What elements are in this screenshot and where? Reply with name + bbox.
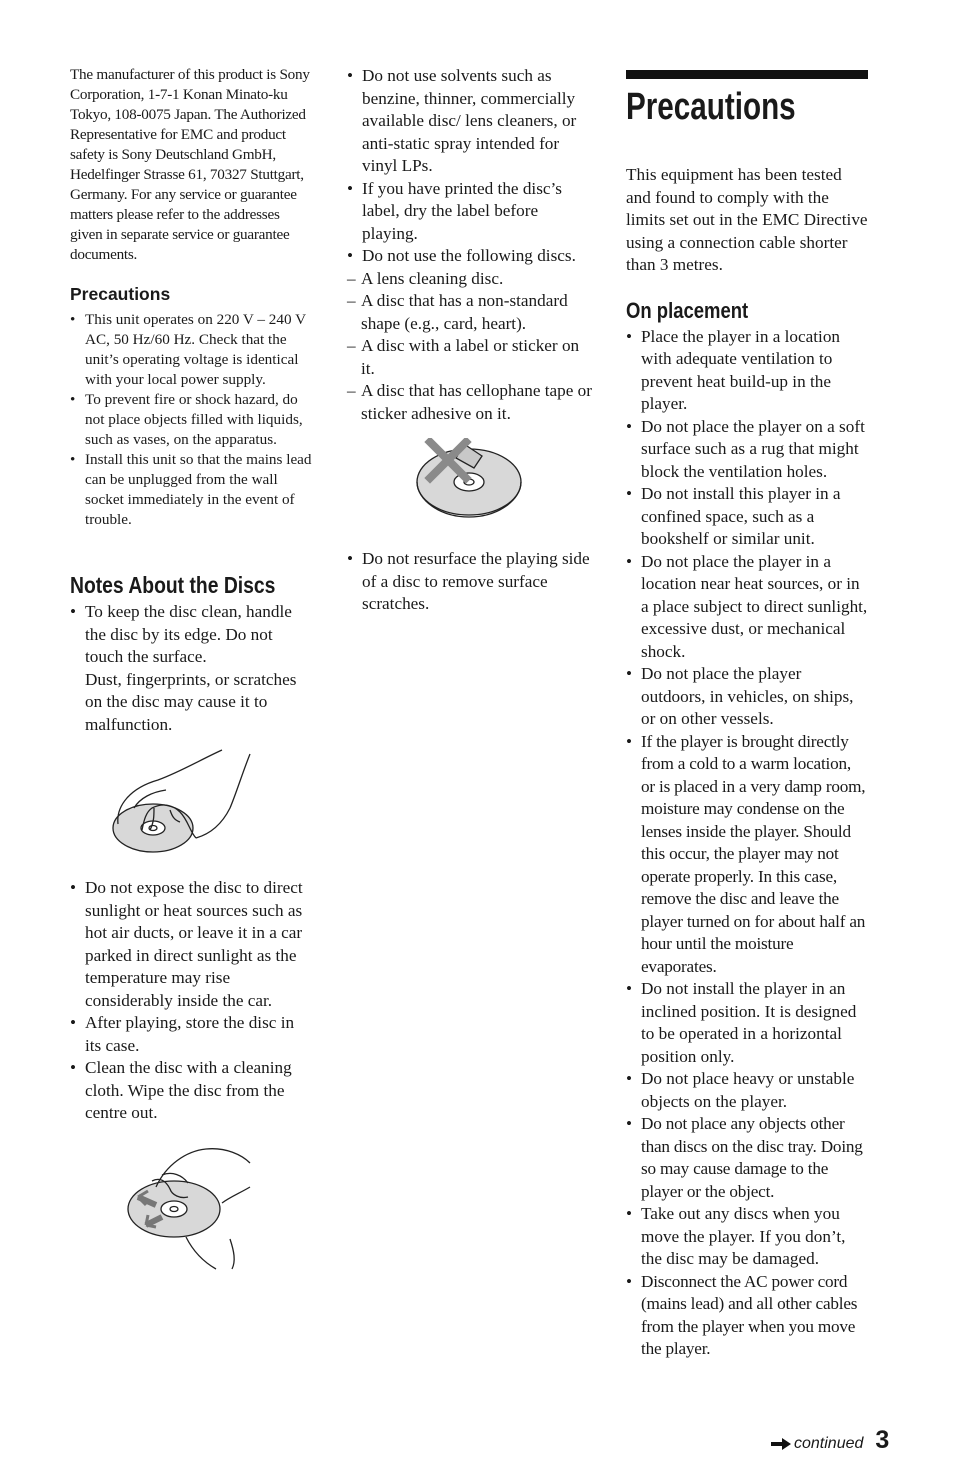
notes-list	[70, 601, 312, 736]
precautions-subheading: Precautions	[70, 284, 171, 304]
sub-list-item: – A disc that has cellophane tape or sticker adhesive on it.	[347, 380, 594, 425]
list-item: • Do not place heavy or unstable objects on the player.	[626, 1068, 868, 1113]
middle-column	[347, 0, 594, 616]
disc-no-sticker-illustration	[414, 438, 594, 520]
list-item: • Place the player in a location with adequate ventilation to prevent heat build-up in the player.	[626, 326, 868, 416]
list-item	[347, 245, 594, 425]
list-item: • Do not resurface the playing side of a disc to remove surface scratches.	[347, 548, 594, 616]
list-item	[70, 601, 312, 736]
list-item: • Do not use solvents such as benzine, thinner, commercially available disc/ lens cleaners, or anti-static spray intended for vinyl LPs.	[347, 65, 594, 178]
disc-wiping-illustration	[126, 1147, 312, 1271]
page-title: Precautions	[626, 86, 796, 128]
list-item: • Clean the disc with a cleaning cloth. Wipe the disc from the centre out.	[70, 1057, 312, 1125]
list-item: • Do not place the player in a location near heat sources, or in a place subject to direct sunlight, excessive dust, or mechanical shock.	[626, 551, 868, 664]
left-column	[70, 0, 312, 1271]
page-number: 3	[875, 1426, 890, 1454]
precautions-list	[70, 310, 312, 530]
list-item: • Install this unit so that the mains lead can be unplugged from the wall socket immediately in the event of trouble.	[70, 450, 312, 530]
continued-label: continued	[794, 1435, 864, 1452]
title-rule	[626, 70, 868, 79]
list-item: • Do not place any objects other than discs on the disc tray. Doing so may cause damage to the player or the object.	[626, 1113, 868, 1203]
notes-item-text: Dust, fingerprints, or scratches on the disc may cause it to malfunction.	[85, 669, 297, 734]
disc-type-list	[347, 268, 594, 426]
list-item: • Take out any discs when you move the player. If you don’t, the disc may be damaged.	[626, 1203, 868, 1271]
placement-list	[626, 326, 868, 1361]
list-item: • If you have printed the disc’s label, dry the label before playing.	[347, 178, 594, 246]
notes-heading: Notes About the Discs	[70, 572, 276, 598]
list-item: • This unit operates on 220 V – 240 V AC, 50 Hz/60 Hz. Check that the unit’s operating voltage is identical with your local power supply.	[70, 310, 312, 390]
disc-notes-list-continued	[347, 548, 594, 616]
notes-item-text: To keep the disc clean, handle the disc by its edge. Do not touch the surface.	[85, 602, 292, 666]
list-item: • Do not install the player in an inclined position. It is designed to be operated in a horizontal position only.	[626, 978, 868, 1068]
sub-list-item: – A lens cleaning disc.	[347, 268, 594, 291]
right-arrow-icon	[770, 1437, 792, 1451]
list-item: • If the player is brought directly from a cold to a warm location, or is placed in a very damp room, moisture may condense on the lenses inside the player. Should this occur, the player may not operate properly. In this case, remove the disc and leave the player turned on for about half an hour until the moisture evaporates.	[626, 731, 868, 979]
list-item: • Do not expose the disc to direct sunlight or heat sources such as hot air ducts, or leave it in a car parked in direct sunlight as the temperature may rise considerably inside the car.	[70, 877, 312, 1012]
notes-list-continued	[70, 877, 312, 1125]
list-item: • After playing, store the disc in its case.	[70, 1012, 312, 1057]
disc-handling-illustration	[110, 746, 312, 858]
emc-intro: This equipment has been tested and found to comply with the limits set out in the EMC Directive using a connection cable shorter than 3 metres.	[626, 165, 868, 274]
manufacturer-notice: The manufacturer of this product is Sony Corporation, 1-7-1 Konan Minato-ku Tokyo, 108-0075 Japan. The Authorized Representative for EMC and product safety is Sony Deutschland GmbH, Hedelfinger Strasse 61, 70327 Stuttgart, Germany. For any service or guarantee matters please refer to the addresses given in separate service or guarantee documents.	[70, 66, 310, 263]
list-item: • Disconnect the AC power cord (mains lead) and all other cables from the player when you move the player.	[626, 1271, 868, 1361]
page-footer	[770, 1424, 900, 1454]
sub-list-item: – A disc that has a non-standard shape (e.g., card, heart).	[347, 290, 594, 335]
list-item: • Do not place the player outdoors, in vehicles, on ships, or on other vessels.	[626, 663, 868, 731]
sub-list-item: – A disc with a label or sticker on it.	[347, 335, 594, 380]
right-column	[626, 0, 868, 1361]
list-item-text: Do not use the following discs.	[362, 246, 576, 265]
list-item: • To prevent fire or shock hazard, do not place objects filled with liquids, such as vases, on the apparatus.	[70, 390, 312, 450]
list-item: • Do not install this player in a confined space, such as a bookshelf or similar unit.	[626, 483, 868, 551]
disc-notes-list	[347, 65, 594, 425]
placement-heading: On placement	[626, 297, 749, 323]
list-item: • Do not place the player on a soft surface such as a rug that might block the ventilation holes.	[626, 416, 868, 484]
